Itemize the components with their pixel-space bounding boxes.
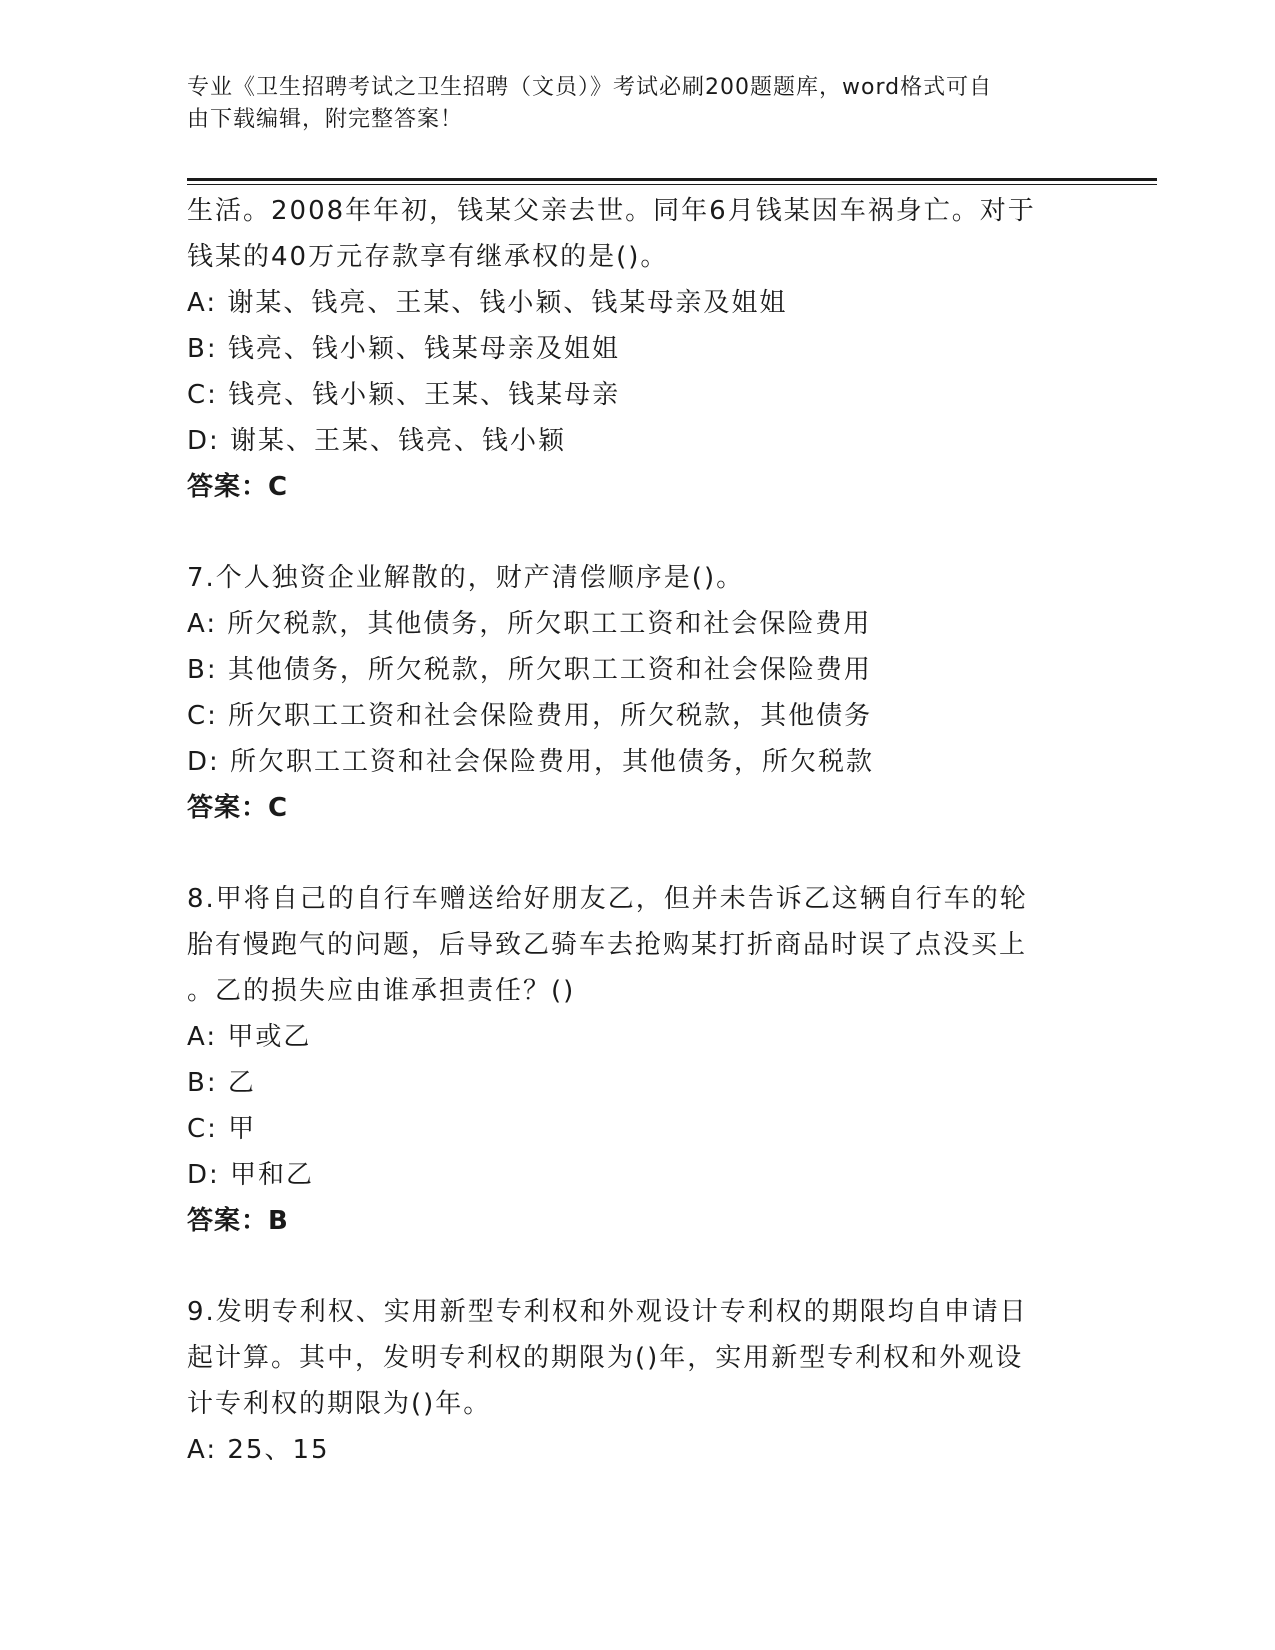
option-b: B: 钱亮、钱小颖、钱某母亲及姐姐: [187, 334, 620, 364]
question-6: [187, 188, 1067, 510]
question-8: [187, 876, 1067, 1244]
option-a: A: 25、15: [187, 1435, 330, 1465]
header-divider-thin: [187, 184, 1157, 185]
option-b: B: 其他债务，所欠税款，所欠职工工资和社会保险费用: [187, 655, 872, 685]
question-spacer: [187, 1244, 1067, 1289]
option-b: B: 乙: [187, 1068, 256, 1098]
option-a: A: 所欠税款，其他债务，所欠职工工资和社会保险费用: [187, 609, 872, 639]
question-stem-line: 9.发明专利权、实用新型专利权和外观设计专利权的期限均自申请日: [187, 1297, 1028, 1327]
question-stem-line: 生活。2008年年初，钱某父亲去世。同年6月钱某因车祸身亡。对于: [187, 196, 1036, 226]
option-c: C: 甲: [187, 1114, 257, 1144]
question-stem-line: 胎有慢跑气的问题，后导致乙骑车去抢购某打折商品时误了点没买上: [187, 930, 1028, 960]
question-content: [187, 188, 1067, 1473]
question-stem-line: 7.个人独资企业解散的，财产清偿顺序是()。: [187, 563, 745, 593]
option-d: D: 所欠职工工资和社会保险费用，其他债务，所欠税款: [187, 747, 875, 777]
question-stem-line: 起计算。其中，发明专利权的期限为()年，实用新型专利权和外观设: [187, 1343, 1024, 1373]
question-spacer: [187, 831, 1067, 876]
option-a: A: 谢某、钱亮、王某、钱小颖、钱某母亲及姐姐: [187, 288, 788, 318]
option-d: D: 谢某、王某、钱亮、钱小颖: [187, 426, 567, 456]
question-stem-line: 。乙的损失应由谁承担责任？(): [187, 976, 576, 1006]
option-c: C: 所欠职工工资和社会保险费用，所欠税款，其他债务: [187, 701, 873, 731]
option-d: D: 甲和乙: [187, 1160, 315, 1190]
question-stem-line: 8.甲将自己的自行车赠送给好朋友乙，但并未告诉乙这辆自行车的轮: [187, 884, 1028, 914]
header-line-1: 专业《卫生招聘考试之卫生招聘（文员）》考试必刷200题题库，word格式可自: [187, 75, 993, 100]
question-stem-line: 钱某的40万元存款享有继承权的是()。: [187, 242, 669, 272]
question-stem-line: 计专利权的期限为()年。: [187, 1389, 492, 1419]
option-c: C: 钱亮、钱小颖、王某、钱某母亲: [187, 380, 621, 410]
option-a: A: 甲或乙: [187, 1022, 312, 1052]
page-header: [187, 72, 1067, 136]
answer-line: 答案：B: [187, 1206, 289, 1236]
header-line-2: 由下载编辑，附完整答案！: [187, 107, 464, 132]
question-7: [187, 555, 1067, 831]
answer-line: 答案：C: [187, 793, 289, 823]
question-spacer: [187, 510, 1067, 555]
header-divider-thick: [187, 178, 1157, 181]
question-9: [187, 1289, 1067, 1473]
answer-line: 答案：C: [187, 472, 289, 502]
